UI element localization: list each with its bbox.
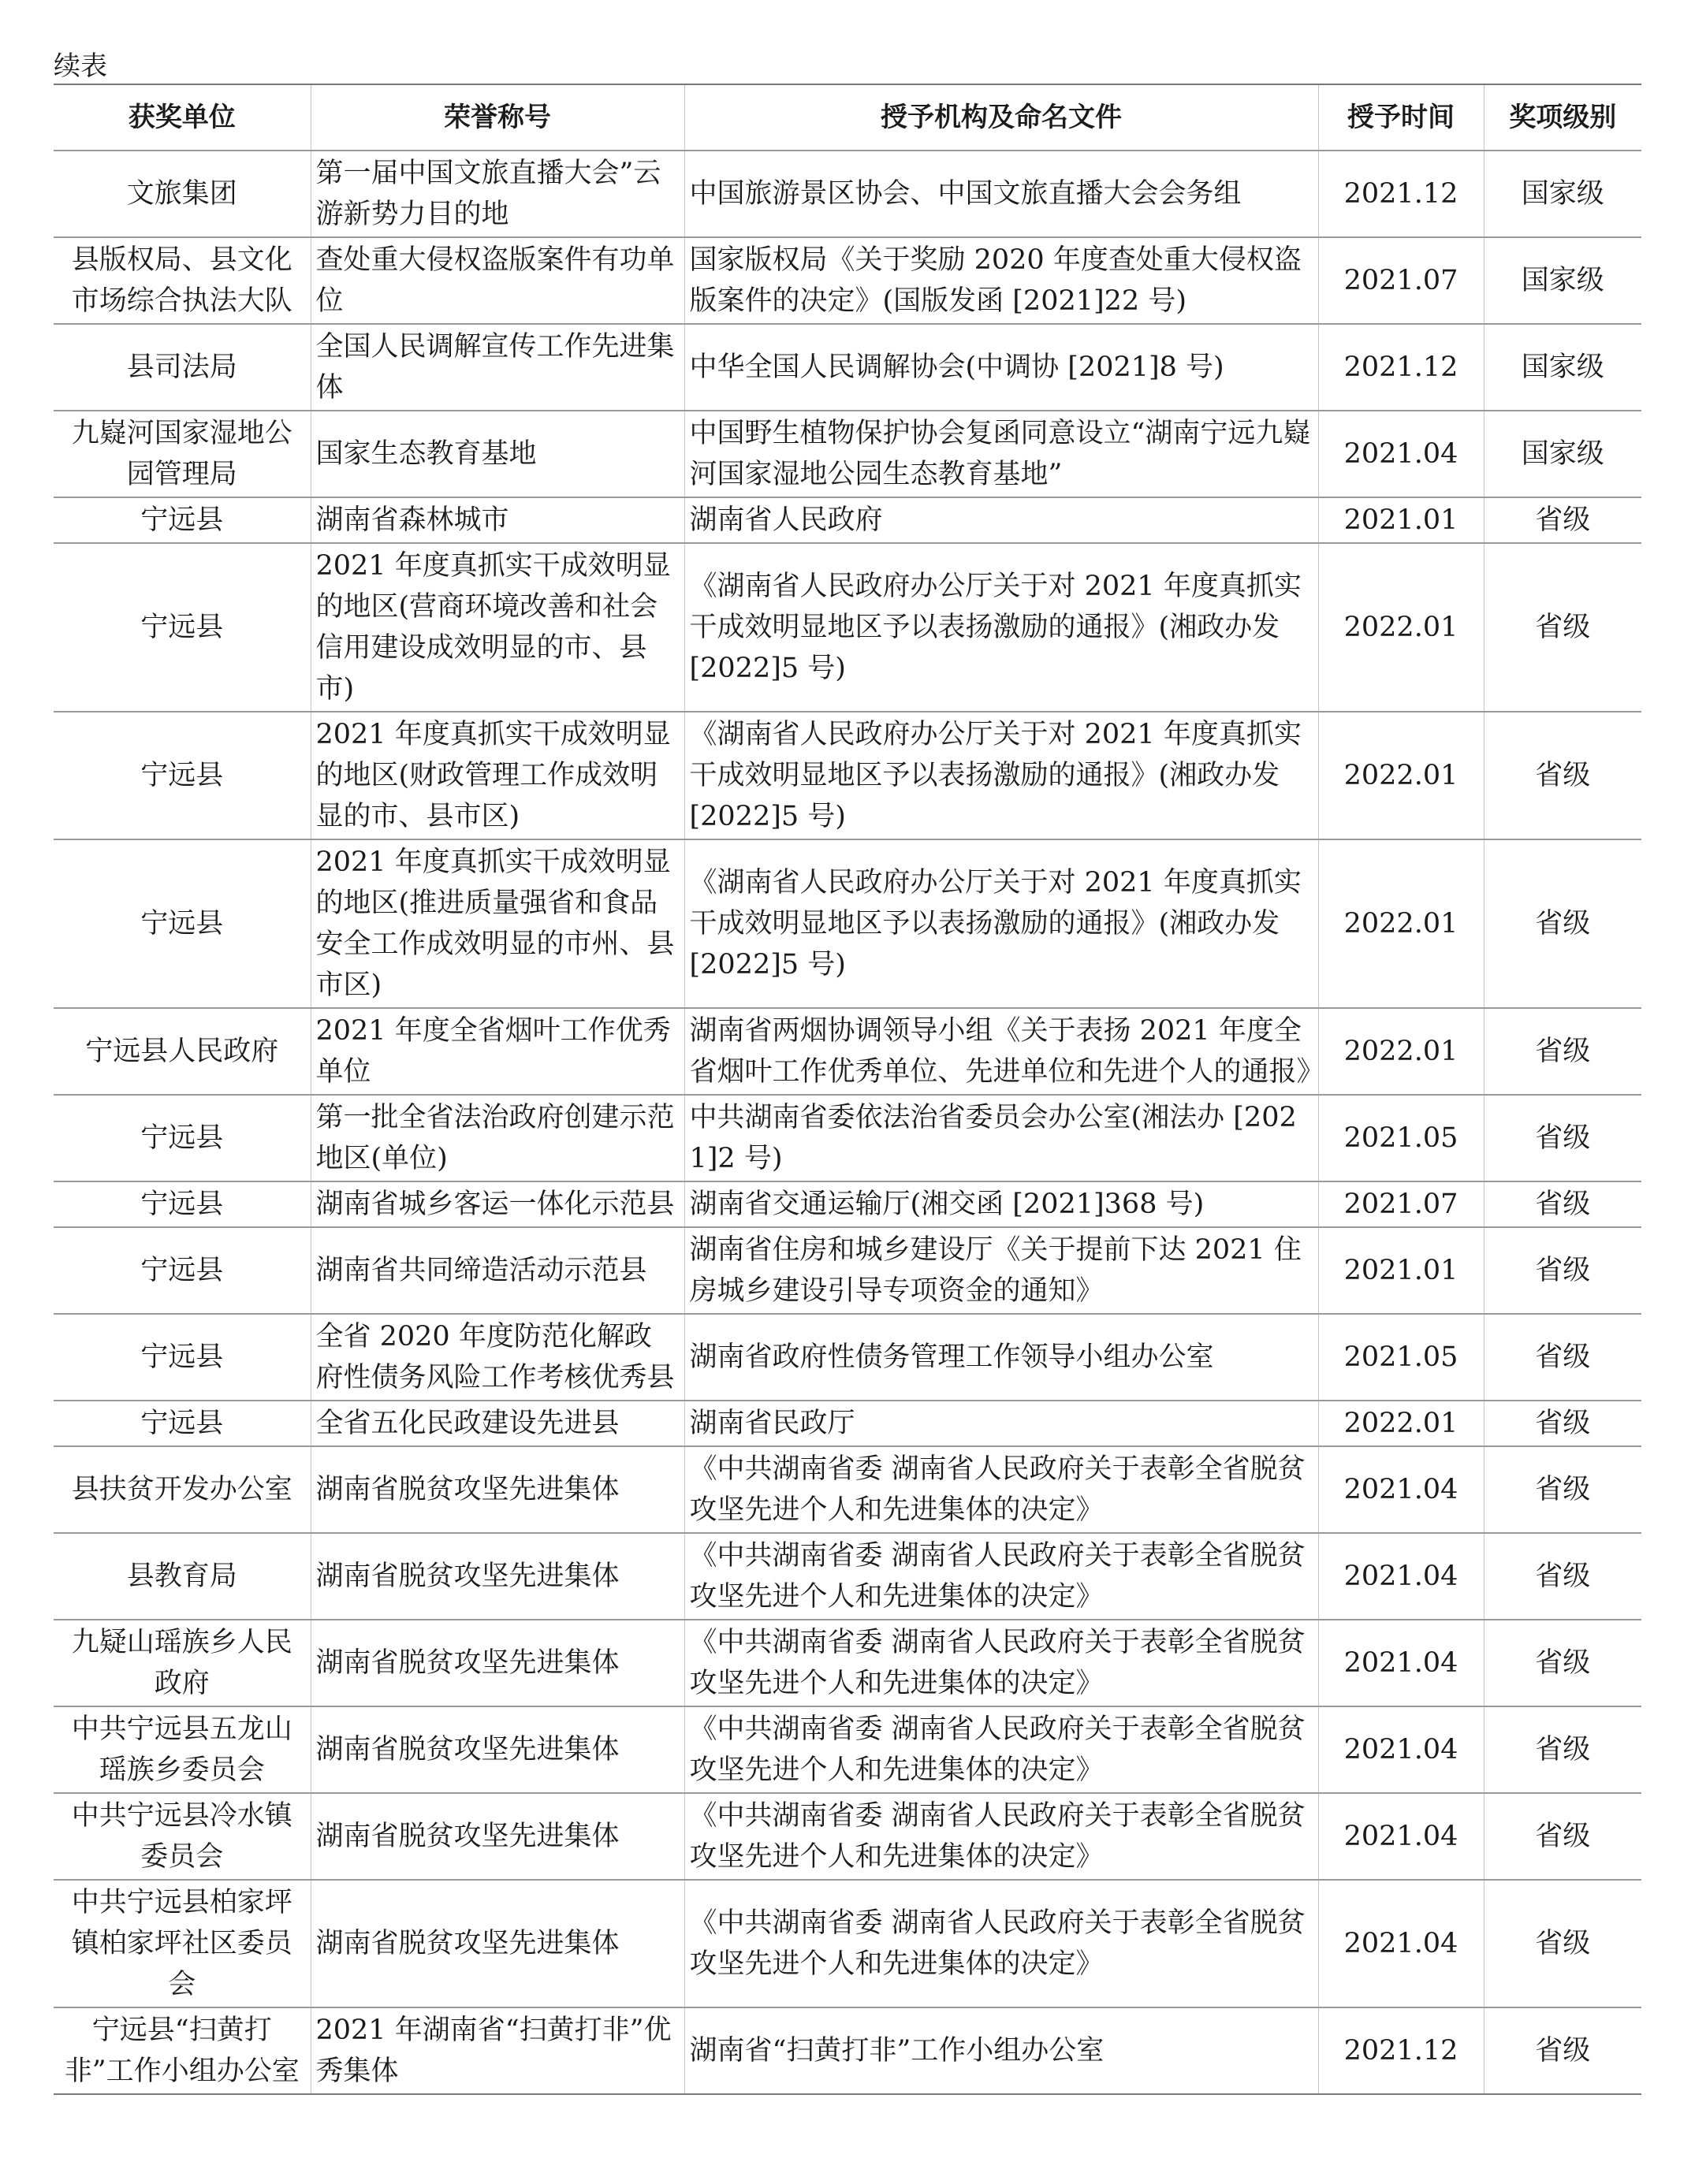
org-cell: 《中共湖南省委 湖南省人民政府关于表彰全省脱贫攻坚先进个人和先进集体的决定》 xyxy=(684,1533,1318,1620)
date-cell: 2021.04 xyxy=(1318,1880,1484,2007)
date-cell: 2021.04 xyxy=(1318,1620,1484,1706)
org-cell: 《中共湖南省委 湖南省人民政府关于表彰全省脱贫攻坚先进个人和先进集体的决定》 xyxy=(684,1620,1318,1706)
table-row xyxy=(54,1227,1641,1314)
org-cell: 湖南省交通运输厅(湘交函 [2021]368 号) xyxy=(684,1181,1318,1227)
level-cell: 省级 xyxy=(1484,543,1641,712)
org-cell: 中共湖南省委依法治省委员会办公室(湘法办 [2021]2 号) xyxy=(684,1095,1318,1181)
table-row xyxy=(54,1314,1641,1401)
level-cell: 省级 xyxy=(1484,1095,1641,1181)
table-row xyxy=(54,839,1641,1008)
level-cell: 省级 xyxy=(1484,1880,1641,2007)
level-cell: 国家级 xyxy=(1484,324,1641,411)
date-cell: 2021.04 xyxy=(1318,1706,1484,1793)
title-cell: 湖南省脱贫攻坚先进集体 xyxy=(311,1706,684,1793)
title-cell: 2021 年度真抓实干成效明显的地区(财政管理工作成效明显的市、县市区) xyxy=(311,712,684,839)
unit-cell: 宁远县 xyxy=(54,497,311,543)
unit-cell: 中共宁远县柏家坪镇柏家坪社区委员会 xyxy=(54,1880,311,2007)
title-cell: 2021 年度真抓实干成效明显的地区(营商环境改善和社会信用建设成效明显的市、县市) xyxy=(311,543,684,712)
level-cell: 省级 xyxy=(1484,712,1641,839)
org-cell: 中华全国人民调解协会(中调协 [2021]8 号) xyxy=(684,324,1318,411)
title-cell: 2021 年度全省烟叶工作优秀单位 xyxy=(311,1008,684,1095)
org-cell: 《中共湖南省委 湖南省人民政府关于表彰全省脱贫攻坚先进个人和先进集体的决定》 xyxy=(684,1880,1318,2007)
title-cell: 湖南省脱贫攻坚先进集体 xyxy=(311,1533,684,1620)
table-row xyxy=(54,1008,1641,1095)
date-cell: 2021.01 xyxy=(1318,1227,1484,1314)
title-cell: 查处重大侵权盗版案件有功单位 xyxy=(311,237,684,324)
level-cell: 省级 xyxy=(1484,1533,1641,1620)
level-cell: 国家级 xyxy=(1484,151,1641,237)
table-row xyxy=(54,543,1641,712)
awards-table xyxy=(54,84,1641,2095)
level-cell: 省级 xyxy=(1484,1008,1641,1095)
unit-cell: 县司法局 xyxy=(54,324,311,411)
level-cell: 国家级 xyxy=(1484,237,1641,324)
table-row xyxy=(54,324,1641,411)
org-cell: 湖南省民政厅 xyxy=(684,1401,1318,1446)
table-row xyxy=(54,1095,1641,1181)
table-row xyxy=(54,1446,1641,1533)
title-cell: 第一届中国文旅直播大会”云游新势力目的地 xyxy=(311,151,684,237)
org-cell: 湖南省住房和城乡建设厅《关于提前下达 2021 住房城乡建设引导专项资金的通知》 xyxy=(684,1227,1318,1314)
date-cell: 2021.12 xyxy=(1318,151,1484,237)
date-cell: 2021.12 xyxy=(1318,324,1484,411)
title-cell: 湖南省共同缔造活动示范县 xyxy=(311,1227,684,1314)
org-cell: 《湖南省人民政府办公厅关于对 2021 年度真抓实干成效明显地区予以表扬激励的通报》(湘政办发 [2022]5 号) xyxy=(684,839,1318,1008)
org-cell: 《湖南省人民政府办公厅关于对 2021 年度真抓实干成效明显地区予以表扬激励的通报》(湘政办发 [2022]5 号) xyxy=(684,712,1318,839)
level-cell: 省级 xyxy=(1484,1227,1641,1314)
org-cell: 国家版权局《关于奖励 2020 年度查处重大侵权盗版案件的决定》(国版发函 [2021]22 号) xyxy=(684,237,1318,324)
table-row xyxy=(54,1401,1641,1446)
level-cell: 省级 xyxy=(1484,1446,1641,1533)
table-row xyxy=(54,411,1641,497)
date-cell: 2021.05 xyxy=(1318,1095,1484,1181)
table-row xyxy=(54,1706,1641,1793)
table-header-row xyxy=(54,84,1641,151)
unit-cell: 宁远县 xyxy=(54,1227,311,1314)
unit-cell: 宁远县 xyxy=(54,543,311,712)
title-cell: 全省五化民政建设先进县 xyxy=(311,1401,684,1446)
table-row xyxy=(54,1533,1641,1620)
date-cell: 2021.07 xyxy=(1318,237,1484,324)
date-cell: 2022.01 xyxy=(1318,839,1484,1008)
level-cell: 国家级 xyxy=(1484,411,1641,497)
title-cell: 2021 年度真抓实干成效明显的地区(推进质量强省和食品安全工作成效明显的市州、县市区) xyxy=(311,839,684,1008)
title-cell: 国家生态教育基地 xyxy=(311,411,684,497)
title-cell: 2021 年湖南省“扫黄打非”优秀集体 xyxy=(311,2007,684,2094)
level-cell: 省级 xyxy=(1484,497,1641,543)
table-row xyxy=(54,2007,1641,2094)
unit-cell: 县扶贫开发办公室 xyxy=(54,1446,311,1533)
table-row xyxy=(54,1880,1641,2007)
title-cell: 湖南省脱贫攻坚先进集体 xyxy=(311,1880,684,2007)
org-cell: 《湖南省人民政府办公厅关于对 2021 年度真抓实干成效明显地区予以表扬激励的通报》(湘政办发 [2022]5 号) xyxy=(684,543,1318,712)
level-cell: 省级 xyxy=(1484,1793,1641,1880)
title-cell: 湖南省脱贫攻坚先进集体 xyxy=(311,1620,684,1706)
org-cell: 《中共湖南省委 湖南省人民政府关于表彰全省脱贫攻坚先进个人和先进集体的决定》 xyxy=(684,1446,1318,1533)
org-cell: 中国旅游景区协会、中国文旅直播大会会务组 xyxy=(684,151,1318,237)
header-unit: 获奖单位 xyxy=(54,84,311,151)
date-cell: 2022.01 xyxy=(1318,712,1484,839)
header-title: 荣誉称号 xyxy=(311,84,684,151)
unit-cell: 宁远县 xyxy=(54,839,311,1008)
org-cell: 《中共湖南省委 湖南省人民政府关于表彰全省脱贫攻坚先进个人和先进集体的决定》 xyxy=(684,1706,1318,1793)
table-row xyxy=(54,1181,1641,1227)
date-cell: 2021.04 xyxy=(1318,1793,1484,1880)
table-row xyxy=(54,497,1641,543)
unit-cell: 宁远县 xyxy=(54,1095,311,1181)
unit-cell: 宁远县 xyxy=(54,1314,311,1401)
table-caption: 续表 xyxy=(54,50,107,82)
title-cell: 全省 2020 年度防范化解政府性债务风险工作考核优秀县 xyxy=(311,1314,684,1401)
unit-cell: 九嶷河国家湿地公园管理局 xyxy=(54,411,311,497)
date-cell: 2022.01 xyxy=(1318,543,1484,712)
title-cell: 湖南省森林城市 xyxy=(311,497,684,543)
org-cell: 湖南省“扫黄打非”工作小组办公室 xyxy=(684,2007,1318,2094)
level-cell: 省级 xyxy=(1484,1314,1641,1401)
unit-cell: 文旅集团 xyxy=(54,151,311,237)
header-level: 奖项级别 xyxy=(1484,84,1641,151)
title-cell: 湖南省脱贫攻坚先进集体 xyxy=(311,1446,684,1533)
unit-cell: 宁远县 xyxy=(54,1401,311,1446)
date-cell: 2021.04 xyxy=(1318,411,1484,497)
table-body xyxy=(54,151,1641,2094)
level-cell: 省级 xyxy=(1484,1181,1641,1227)
unit-cell: 县版权局、县文化市场综合执法大队 xyxy=(54,237,311,324)
date-cell: 2021.07 xyxy=(1318,1181,1484,1227)
title-cell: 湖南省城乡客运一体化示范县 xyxy=(311,1181,684,1227)
unit-cell: 宁远县 xyxy=(54,712,311,839)
org-cell: 湖南省两烟协调领导小组《关于表扬 2021 年度全省烟叶工作优秀单位、先进单位和先进个人的通报》 xyxy=(684,1008,1318,1095)
unit-cell: 宁远县 xyxy=(54,1181,311,1227)
date-cell: 2021.04 xyxy=(1318,1533,1484,1620)
date-cell: 2021.12 xyxy=(1318,2007,1484,2094)
org-cell: 湖南省人民政府 xyxy=(684,497,1318,543)
org-cell: 《中共湖南省委 湖南省人民政府关于表彰全省脱贫攻坚先进个人和先进集体的决定》 xyxy=(684,1793,1318,1880)
table-row xyxy=(54,151,1641,237)
unit-cell: 宁远县人民政府 xyxy=(54,1008,311,1095)
level-cell: 省级 xyxy=(1484,1706,1641,1793)
table-row xyxy=(54,1620,1641,1706)
title-cell: 全国人民调解宣传工作先进集体 xyxy=(311,324,684,411)
table-row xyxy=(54,237,1641,324)
title-cell: 湖南省脱贫攻坚先进集体 xyxy=(311,1793,684,1880)
unit-cell: 中共宁远县冷水镇委员会 xyxy=(54,1793,311,1880)
unit-cell: 县教育局 xyxy=(54,1533,311,1620)
date-cell: 2022.01 xyxy=(1318,1401,1484,1446)
unit-cell: 宁远县“扫黄打非”工作小组办公室 xyxy=(54,2007,311,2094)
date-cell: 2021.04 xyxy=(1318,1446,1484,1533)
date-cell: 2021.05 xyxy=(1318,1314,1484,1401)
level-cell: 省级 xyxy=(1484,1401,1641,1446)
title-cell: 第一批全省法治政府创建示范地区(单位) xyxy=(311,1095,684,1181)
header-date: 授予时间 xyxy=(1318,84,1484,151)
date-cell: 2022.01 xyxy=(1318,1008,1484,1095)
level-cell: 省级 xyxy=(1484,839,1641,1008)
level-cell: 省级 xyxy=(1484,1620,1641,1706)
unit-cell: 中共宁远县五龙山瑶族乡委员会 xyxy=(54,1706,311,1793)
table-row xyxy=(54,1793,1641,1880)
level-cell: 省级 xyxy=(1484,2007,1641,2094)
org-cell: 湖南省政府性债务管理工作领导小组办公室 xyxy=(684,1314,1318,1401)
date-cell: 2021.01 xyxy=(1318,497,1484,543)
table-row xyxy=(54,712,1641,839)
org-cell: 中国野生植物保护协会复函同意设立“湖南宁远九嶷河国家湿地公园生态教育基地” xyxy=(684,411,1318,497)
unit-cell: 九疑山瑶族乡人民政府 xyxy=(54,1620,311,1706)
header-org: 授予机构及命名文件 xyxy=(684,84,1318,151)
